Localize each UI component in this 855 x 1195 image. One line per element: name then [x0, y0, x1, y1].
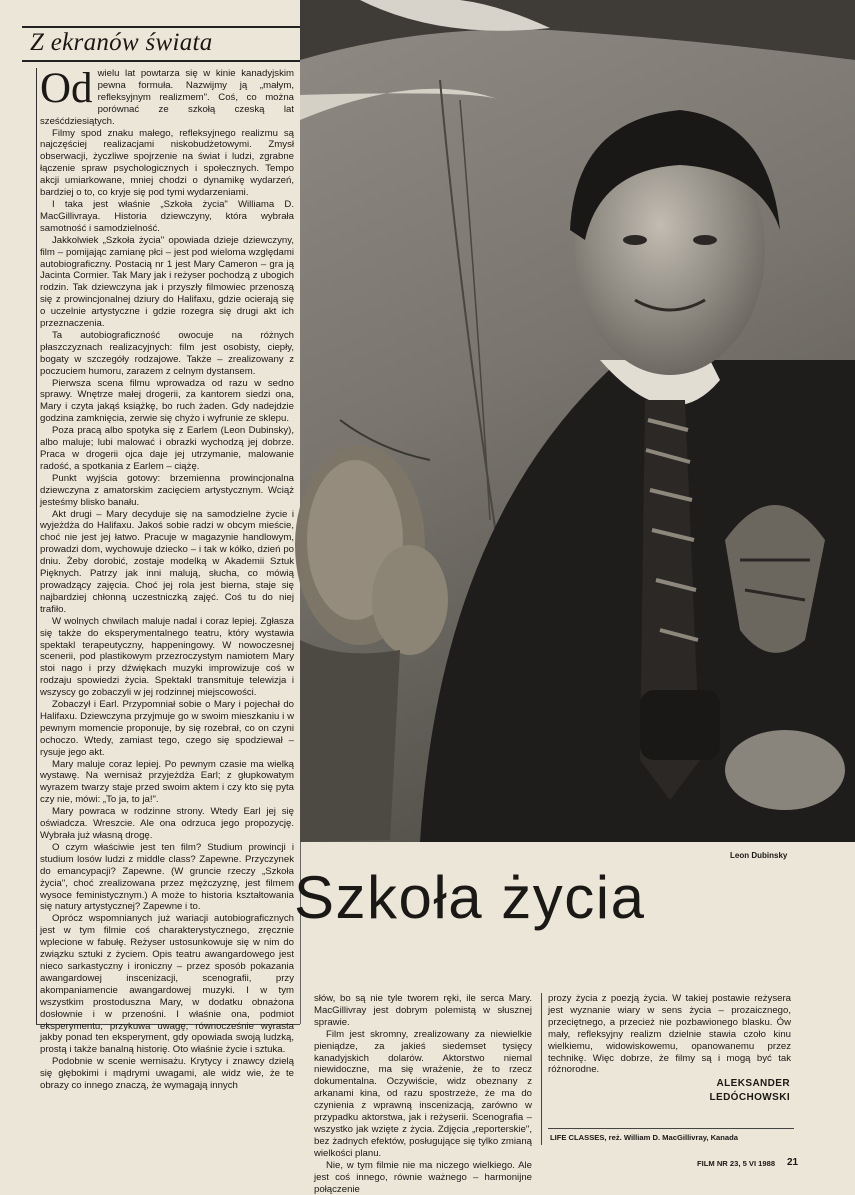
paragraph: Ta autobiograficzność owocuje na różnych płaszczyznach realizacyjnych: film jest osobisty, ciepły, bogaty w szczegóły rodzajowe. Także – zrealizowany z poczuciem humoru, zarazem z celnym dystansem.	[40, 329, 294, 377]
paragraph: prozy życia z poezją życia. W takiej postawie reżysera jest wyznanie wiary w sens życia – prozaicznego, przeciętnego, a przecież nie pozbawionego blasku. Ów mały, refleksyjny realizm dzielnie stawia czoło kinu wielkiemu, widowiskowemu, opanowanemu przez technikę. Więc dobrze, że filmy są i mogą być tak różnorodne.	[548, 993, 791, 1076]
paragraph: słów, bo są nie tyle tworem ręki, ile serca Mary. MacGillivray jest dobrym polemistą w słusznej sprawie.	[314, 993, 532, 1028]
section-header	[22, 26, 300, 62]
paragraph: Mary powraca w rodzinne strony. Wtedy Earl jej się oświadcza. Wreszcie. Ale ona odrzuca jego propozycję. Wybrała już własną drogę.	[40, 806, 294, 841]
page-number: 21	[787, 1157, 799, 1168]
paragraph: Oprócz wspomnianych już wariacji autobiograficznych jest w tym filmie coś charakterystycznego, zręcznie wplecione w fabułę. Reżyser ustosunkowuje się w nim do związku sztuki z życiem. Opis teatru awangardowego jest nieco sarkastyczny i ironiczny – przez sposób pokazania awangardowej inscenizacji, scenografii, przy akompaniamencie awangardowej muzyki. I w tym wszystkim prostoduszna Mary, w dodatku obnażona dosłownie i w przenośni. I właśnie ona, podmiot eksperymentu, przykuwa uwagę, równocześnie wyrasta jakby ponad ten eksperyment, gdy opowiada swoją ludzką, prostą i także banalną historię. Oto właśnie życie i sztuka.	[40, 913, 294, 1056]
film-credits: LIFE CLASSES, reż. William D. MacGillivray, Kanada	[550, 1133, 739, 1142]
paragraph: Od wielu lat powtarza się w kinie kanadyjskim pewna formuła. Nazwijmy ją „małym, refleksyjnym realizmem". Coś, co można porównać ze szkołą czeską lat sześćdziesiątych.	[40, 65, 294, 127]
paragraph: Akt drugi – Mary decyduje się na samodzielne życie i wyjeżdża do Halifaxu. Jakoś sobie radzi w obcym mieście, choć nie jest jej łatwo. Pracuje w magazynie handlowym, prowadzi dom, wychowuje dziecko – i tak w kółko, dzień po dniu. Żeby dorobić, zostaje modelką w Akademii Sztuk Pięknych. Patrzy jak inni malują, słucha, co mówią prowadzący zajęcia. Choć jej rola jest bierna, staje się najbardziej chłonną uczestniczką zajęć. Coś tu do niej trafiło.	[40, 508, 294, 615]
paragraph: Jakkolwiek „Szkoła życia" opowiada dzieje dziewczyny, film – pomijając zamianę płci – jest pod wieloma względami autobiograficzny. Postacią nr 1 jest Mary Cameron – gra ją Jacinta Cormier. Tak Mary jak i reżyser pochodzą z ubogich rodzin. Tak dziewczyna jak i przyszły filmowiec przenoszą się z prowincjonalnej dziury do Halifaxu, gdzie ocierają się o uczelnie artystyczne i gdzie rozegra się drugi akt ich przeznaczenia.	[40, 234, 294, 330]
paragraph: Punkt wyjścia gotowy: brzemienna prowincjonalna dziewczyna z amatorskim zacięciem artystycznym. Wciąż jesteśmy blisko banału.	[40, 472, 294, 508]
section-title: Z ekranów świata	[30, 29, 213, 56]
photo-caption: Leon Dubinsky	[730, 851, 788, 860]
author-first-name: ALEKSANDER	[716, 1078, 790, 1089]
paragraph: Nie, w tym filmie nie ma niczego wielkiego. Ale jest coś innego, równie ważnego – harmonijne połączenie	[314, 1159, 532, 1195]
paragraph: Mary maluje coraz lepiej. Po pewnym czasie ma wielką wystawę. Na wernisaż przyjeżdża Earl; z głupkowatym wyrazem twarzy staje przed swoim aktem i czy kto się pyta czy nie, mówi: „To ja, to ja!".	[40, 758, 294, 806]
credits-rule	[548, 1128, 794, 1129]
column-rule-left	[36, 68, 37, 1024]
issue-folio: FILM NR 23, 5 VI 1988	[697, 1159, 776, 1168]
paragraph: Film jest skromny, zrealizowany za niewielkie pieniądze, za jakieś siedemset tysięcy kanadyjskich dolarów. Aktorstwo niemal niewidoczne, ma się wrażenie, że to rzecz dokumentalna. Oczywiście, widz obeznany z arkanami kina, od razu spostrzeże, że ma do czynienia z wprawną inscenizacją, zarówno w przypadku aktorstwa, jak i reżyserii. Scenografia – wszystko jak wzięte z życia. Zdjęcia „reporterskie", bez żadnych efektów, posługujące się tylko zmianą wielkości planu.	[314, 1028, 532, 1159]
paragraph: O czym właściwie jest ten film? Studium prowincji i studium losów ludzi z middle class? Zapewne. Przyczynek do emancypacji? Zapewne. (W gruncie rzeczy „Szkoła życia", choć zrealizowana przez mężczyznę, jest filmem wysoce feministycznym.) A może to historia kształtowania się natury artystycznej? Zapewne i to.	[40, 841, 294, 913]
article-column-3	[548, 993, 791, 1076]
portrait-photo	[300, 0, 855, 842]
paragraph: I taka jest właśnie „Szkoła życia" Williama D. MacGillivraya. Historia dziewczyny, która wybrała samotność i samodzielność.	[40, 198, 294, 234]
article-column-1	[40, 65, 294, 1092]
paragraph: Podobnie w scenie wernisażu. Krytycy i znawcy dzielą się głębokimi i mądrymi uwagami, ale widz wie, że te obrazy co innego znaczą, że wymagają innych	[40, 1056, 294, 1092]
paragraph: Poza pracą albo spotyka się z Earlem (Leon Dubinsky), albo maluje; lubi malować i obrazki wychodzą jej dobrze. Praca w drogerii ojca daje jej utrzymanie, malowanie radość, a spotkania z Earlem – ciążę.	[40, 425, 294, 472]
paragraph: Pierwsza scena filmu wprowadza od razu w sedno sprawy. Wnętrze małej drogerii, za kantorem siedzi ona, Mary i czyta jakąś książkę, bo ruch żaden. Gdy nadejdzie godzina zamknięcia, zerwie się chyżo i wyfrunie ze sklepu.	[40, 377, 294, 425]
paragraph: Zobaczył i Earl. Przypomniał sobie o Mary i pojechał do Halifaxu. Dziewczyna przyjmuje go w swoim mieszkaniu i w pewnym momencie proponuje, by się rozebrał, co on czyni ochoczo. Wtedy, zamiast tego, czego się spodziewał – rysuje jego akt.	[40, 699, 294, 758]
paragraph: W wolnych chwilach maluje nadal i coraz lepiej. Zgłasza się także do eksperymentalnego teatru, który wystawia spektakl terapeutyczny, happeningowy. W nowoczesnej scenerii, pod plastikowym przezroczystym namiotem Mary stoi nago i przy dźwiękach muzyki improwizuje coś w rodzaju spowiedzi życia. Spektakl transmituje telewizja i wszyscy go zobaczyli w jej rodzinnej miejscowości.	[40, 615, 294, 699]
article-column-2	[314, 993, 532, 1195]
article-headline: Szkoła życia	[294, 864, 646, 931]
author-byline	[640, 1077, 790, 1105]
drop-cap: Od	[40, 65, 93, 112]
paragraph: Filmy spod znaku małego, refleksyjnego realizmu są najczęściej realizacjami niskobudżetowymi. Zmysł obserwacji, życzliwe spojrzenie na świat i ludzi, zgrabne łączenie spraw psychologicznych i społecznych. Tempo akcji umiarkowane, mniej chodzi o dynamikę wydarzeń, bardziej o to, co kryje się pod tymi wydarzeniami.	[40, 127, 294, 199]
author-last-name: LEDÓCHOWSKI	[709, 1092, 790, 1103]
column-rule-3	[541, 993, 542, 1145]
